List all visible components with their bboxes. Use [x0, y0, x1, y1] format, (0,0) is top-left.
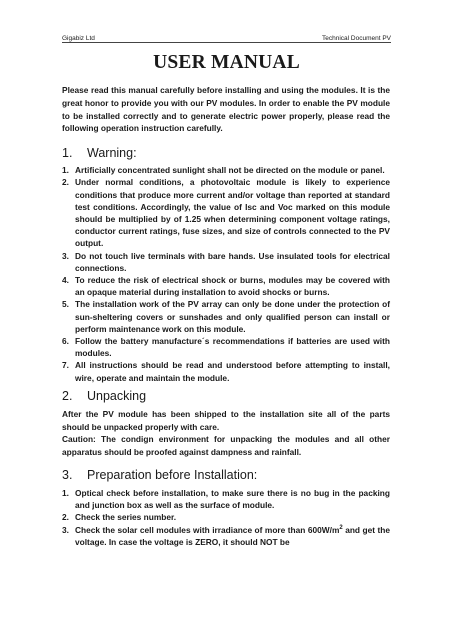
- section-heading-preparation: [62, 467, 390, 483]
- document-body: [62, 84, 390, 548]
- list-item: 1. Artificially concentrated sunlight shall not be directed on the module or panel.: [62, 165, 385, 176]
- section-number: 1.: [62, 146, 73, 161]
- list-item: 6. Follow the battery manufacture´s recommendations if batteries are used with modules.: [62, 336, 390, 359]
- list-item: 3. Check the solar cell modules with irradiance of more than $600W/m^2$ and get the voltage. In case the voltage is ZERO, it should NOT be: [62, 524, 390, 547]
- section-heading-unpacking: [62, 388, 390, 404]
- preparation-list: [62, 487, 390, 548]
- section-title: Preparation before Installation:: [87, 468, 258, 483]
- list-item: 5. The installation work of the PV array can only be done under the protection of sun-sheltering covers or sunshades and only qualified person can install or perform maintenance work on this module.: [62, 299, 390, 334]
- list-item: 7. All instructions should be read and understood before attempting to install, wire, operate and maintain the module.: [62, 360, 390, 383]
- warning-list: [62, 164, 390, 384]
- section-heading-warning: [62, 145, 390, 161]
- section-title: Unpacking: [87, 388, 147, 403]
- page-title: USER MANUAL: [153, 52, 300, 73]
- superscript: 2: [339, 524, 343, 531]
- header-company: Gigabiz Ltd: [62, 35, 95, 42]
- header-doc-type: Technical Document PV: [321, 35, 391, 42]
- unpacking-paragraph: After the PV module has been shipped to the installation site all of the parts should be unpacked properly with care.: [62, 408, 390, 432]
- section-number: 2.: [62, 388, 73, 403]
- list-item: 4. To reduce the risk of electrical shock or burns, modules may be covered with an opaque material during installation to avoid shocks or burns.: [62, 275, 390, 298]
- list-item: 2. Under normal conditions, a photovoltaic module is likely to experience conditions that produce more current and/or voltage than reported at standard test conditions. Accordingly, the value of Isc and Voc marked on this module should be multiplied by of 1.25 when determining component voltage ratings, conductor current ratings, fuse sizes, and size of controls connected to the PV output.: [62, 177, 390, 249]
- header-divider: [62, 42, 391, 43]
- section-title: Warning:: [87, 146, 137, 161]
- list-item: 1. Optical check before installation, to make sure there is no bug in the packing and junction box as well as the surface of module.: [62, 488, 390, 511]
- intro-paragraph: Please read this manual carefully before installing and using the modules. It is the great honor to provide you with our PV modules. In order to enable the PV module to be installed correctly and to generate electric power properly, please read the following operation instruction carefully.: [62, 85, 390, 134]
- list-item: 2. Check the series number.: [62, 512, 177, 523]
- page-header: [62, 28, 391, 42]
- unpacking-caution: Caution: The condign environment for unpacking the modules and all other apparatus should be proofed against dampness and rainfall.: [62, 434, 390, 458]
- section-number: 3.: [62, 468, 73, 483]
- list-item: 3. Do not touch live terminals with bare hands. Use insulated tools for electrical connections.: [62, 250, 390, 273]
